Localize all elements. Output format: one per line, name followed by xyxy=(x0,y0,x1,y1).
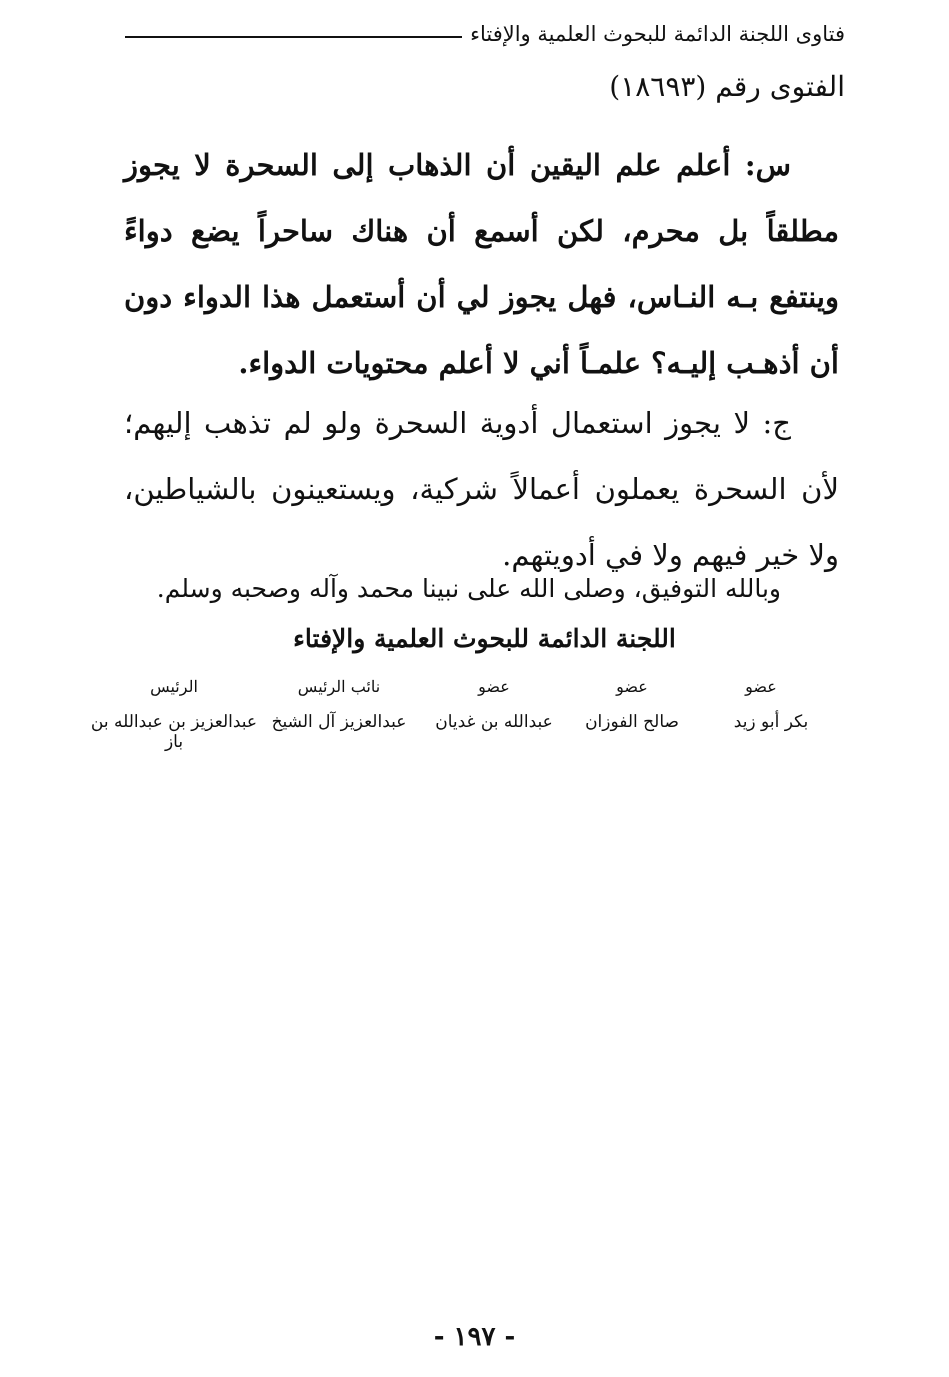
signatory-title: عضو xyxy=(745,677,777,696)
signatory-4 xyxy=(264,677,414,732)
signatory-name: عبدالعزيز بن عبدالله بن باز xyxy=(90,712,258,752)
signatory-2 xyxy=(577,677,687,732)
signatory-5 xyxy=(89,677,259,752)
answer-text: ج: لا يجوز استعمال أدوية السحرة ولو لم تذهب إليهم؛ لأن السحرة يعملون أعمالاً شركية، ويستعينون بالشياطين، ولا خير فيهم ولا في أدويتهم. xyxy=(124,406,839,572)
signatory-title: عضو xyxy=(478,677,510,696)
header-rule xyxy=(125,36,462,38)
fatwa-number: الفتوى رقم (١٨٦٩٣) xyxy=(609,70,845,103)
signatory-title: الرئيس xyxy=(150,677,198,696)
answer-paragraph xyxy=(124,390,839,588)
question-text: س: أعلم علم اليقين أن الذهاب إلى السحرة لا يجوز مطلقاً بل محرم، لكن أسمع أن هناك ساحراً يضع دواءً وينتفع بـه النـاس، فهل يجوز لي أن أستعمل هذا الدواء دون أن أذهـب إليـه؟ علمـاً أني لا أعلم محتويات الدواء. xyxy=(124,148,839,380)
signatory-title: عضو xyxy=(616,677,648,696)
signatory-name: عبدالله بن غديان xyxy=(435,712,553,732)
signatory-title: نائب الرئيس xyxy=(297,677,381,696)
question-paragraph xyxy=(124,132,839,396)
signatory-name: بكر أبو زيد xyxy=(733,712,809,732)
signatory-1 xyxy=(711,677,831,732)
signatory-name: عبدالعزيز آل الشيخ xyxy=(271,712,407,732)
signatory-name: صالح الفوزان xyxy=(585,712,679,732)
signatory-3 xyxy=(424,677,564,732)
committee-name xyxy=(0,624,949,653)
closing-line: وبالله التوفيق، وصلى الله على نبينا محمد وآله وصحبه وسلم. xyxy=(156,574,781,603)
page-number: - ١٩٧ - xyxy=(433,1322,516,1352)
running-title: فتاوى اللجنة الدائمة للبحوث العلمية والإفتاء xyxy=(470,22,845,46)
committee-name-text: اللجنة الدائمة للبحوث العلمية والإفتاء xyxy=(293,624,676,653)
running-header xyxy=(125,22,845,46)
